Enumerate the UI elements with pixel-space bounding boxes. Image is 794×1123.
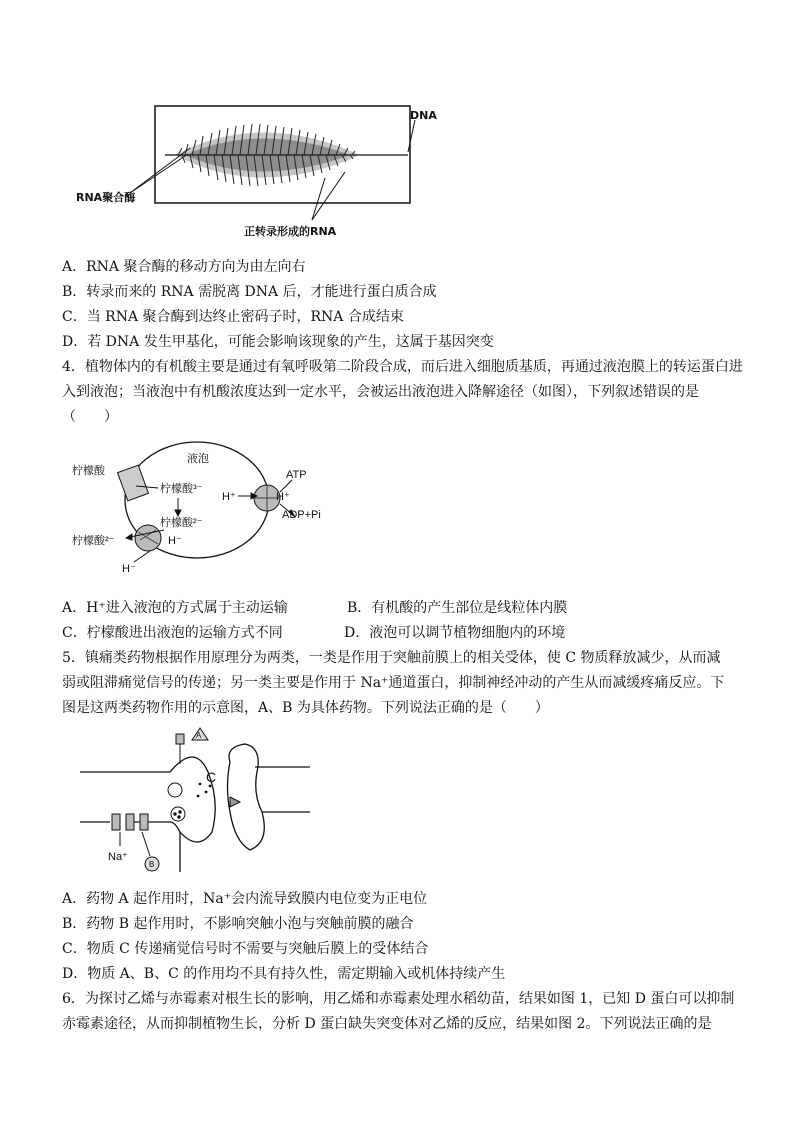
q3-option-c: C．当 RNA 聚合酶到达终止密码子时，RNA 合成结束 [62,309,404,325]
q5-option-d: D．物质 A、B、C 的作用均不具有持久性，需定期输入或机体持续产生 [62,966,506,982]
sodium-channels [112,814,148,830]
q5-option-b: B．药物 B 起作用时，不影响突触小泡与突触前膜的融合 [62,916,414,932]
q4-stem-line-3: （ ） [62,409,118,425]
h-outside-right-label: H⁺ [222,491,236,503]
transcription-figure [70,100,450,245]
q4-option-b: B．有机酸的产生部位是线粒体内膜 [347,600,568,616]
adp-pi-label: ADP+Pi [282,509,321,521]
vacuole-label: 液泡 [187,453,209,465]
citrate-inside-top-label: 柠檬酸³⁻ [160,483,203,495]
citrate-outside-top-label: 柠檬酸 [72,465,105,477]
q5-stem-line-1: 5．镇痛类药物根据作用原理分为两类，一类是作用于突触前膜上的相关受体，使 C 物质释放减少，从而减 [62,650,721,666]
q4-stem-line-1: 4．植物体内的有机酸主要是通过有氧呼吸第二阶段合成，而后进入细胞质基质，再通过液泡膜上的转运蛋白进 [62,359,743,375]
drug-a-marker [176,728,208,764]
q5-option-a: A．药物 A 起作用时，Na⁺会内流导致膜内电位变为正电位 [62,891,428,907]
nascent-rna-label: 正转录形成的RNA [244,225,337,238]
q6-stem-line-1: 6．为探讨乙烯与赤霉素对根生长的影响，用乙烯和赤霉素处理水稻幼苗，结果如图 1，已知 D 蛋白可以抑制 [62,991,735,1007]
substance-c-label: C [206,769,217,785]
rna-polymerase-label: RNA聚合酶 [76,191,136,204]
vacuole-figure [70,432,350,582]
h-outside-bottom-label: H⁻ [122,563,136,575]
citrate-transporter-top [118,465,149,501]
dna-label: DNA [410,109,437,122]
q4-option-c: C．柠檬酸进出液泡的运输方式不同 [62,625,283,641]
atp-label: ATP [286,469,307,481]
q3-option-a: A．RNA 聚合酶的移动方向为由左向右 [62,259,306,275]
synapse-figure [80,722,320,877]
synaptic-vesicles [168,783,185,821]
sodium-label: Na⁺ [108,851,128,863]
q3-option-d: D．若 DNA 发生甲基化，可能会影响该现象的产生，这属于基因突变 [62,334,494,350]
citrate-inside-mid-label: 柠檬酸²⁻ [160,517,203,529]
citrate-outside-bottom-label: 柠檬酸²⁻ [72,535,115,547]
h-inside-bottom-label: H⁻ [168,535,182,547]
drug-a-label: A [196,731,202,740]
drug-b-label: B [149,860,155,869]
q4-option-a: A．H⁺进入液泡的方式属于主动运输 [62,600,288,616]
q5-option-c: C．物质 C 传递痛觉信号时不需要与突触后膜上的受体结合 [62,941,429,957]
h-inside-right-label: H⁺ [276,491,290,503]
q4-option-d: D．液泡可以调节植物细胞内的环境 [344,625,566,641]
q3-option-b: B．转录而来的 RNA 需脱离 DNA 后，才能进行蛋白质合成 [62,284,437,300]
q5-stem-line-2: 弱或阻滞痛觉信号的传递；另一类主要是作用于 Na⁺通道蛋白，抑制神经冲动的产生从而减缓疼痛反应。下 [62,675,725,691]
q6-stem-line-2: 赤霉素途径，从而抑制植物生长，分析 D 蛋白缺失突变体对乙烯的反应，结果如图 2。下列说法正确的是 [62,1016,712,1032]
q4-stem-line-2: 入到液泡；当液泡中有机酸浓度达到一定水平，会被运出液泡进入降解途径（如图），下列叙述错误的是 [62,384,699,400]
q5-stem-line-3: 图是这两类药物作用的示意图，A、B 为具体药物。下列说法正确的是（ ） [62,700,549,716]
postsynaptic-membrane [228,744,265,850]
citrate-transporter-bottom [135,525,161,551]
